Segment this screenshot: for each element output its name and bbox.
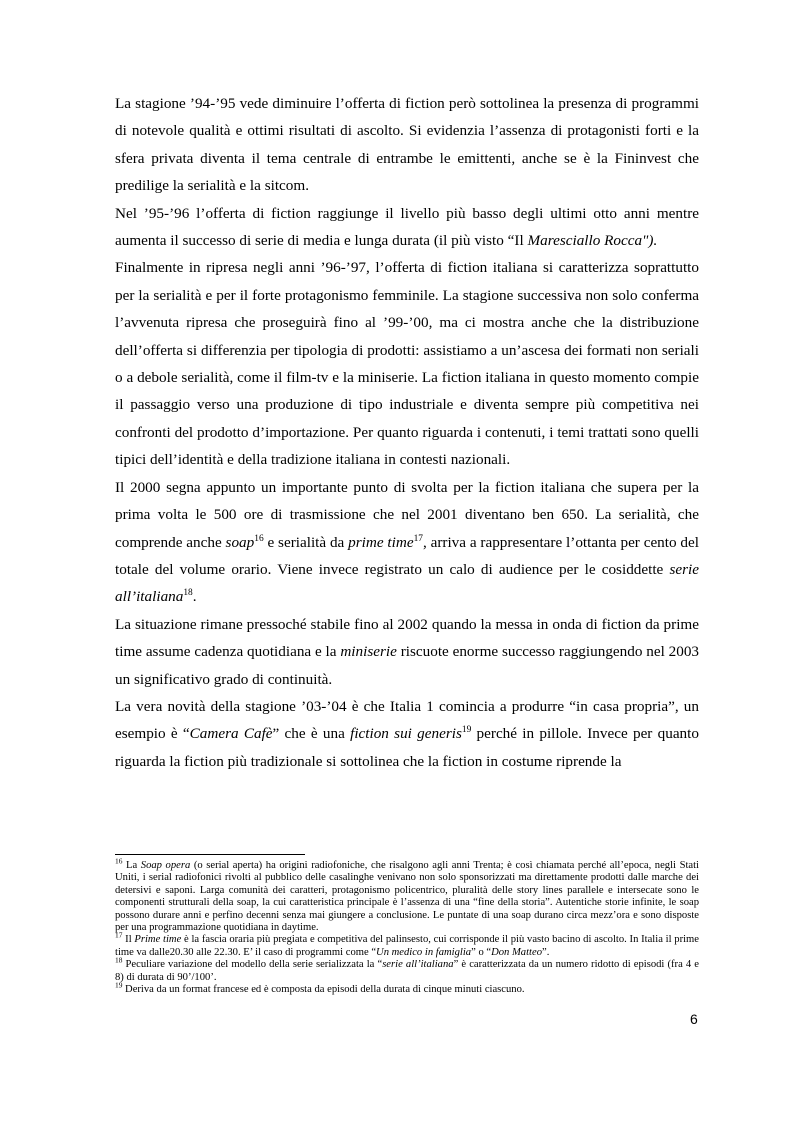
italic-text: Camera Cafè — [189, 725, 273, 743]
footnotes — [115, 856, 700, 996]
italic-text: serie all’italiana — [115, 560, 699, 606]
paragraph — [115, 254, 699, 473]
text-run: (o serial aperta) ha origini radiofoniche, che risalgono agli anni Trenta; è così chiamata perché all’epoca, negli Stati Uniti, i serial radiofonici rivolti al pubblico delle casalinghe venivano non solo sponsorizzati ma direttamente prodotti dalle marche dei detersivi e saponi. Larga comunità dei caratteri, protagonismo policentrico, pluralità delle story lines parallele e intersecate sono le componenti strutturali della soap, la cui caratteristica principale è l’assenza di una “fine della storia”. Autentiche storie infinite, le soap possono durare anni e perfino decenni senza mai giungere a conclusione. Le puntate di una soap durano circa mezz’ora e sono disposte per una programmazione quotidiana in daytime. — [115, 860, 699, 934]
footnote — [115, 856, 699, 934]
text-run: Il — [122, 934, 135, 946]
footnote-marker: 16 — [254, 533, 264, 544]
body-text — [115, 90, 699, 775]
footnote-marker: 18 — [183, 588, 193, 599]
text-run: . — [192, 588, 197, 606]
italic-text: fiction sui generis — [350, 725, 462, 743]
text-run: La stagione ’94-’95 vede diminuire l’offerta di fiction però sottolinea la presenza di programmi di notevole qualità e ottimi risultati di ascolto. Si evidenzia l’assenza di protagonisti forti e la sfera privata diventa il tema centrale di entrambe le emittenti, anche se è la Fininvest che predilige la serialità e la sitcom. — [115, 95, 699, 195]
text-run: La situazione rimane pressoché stabile fino al 2002 quando la messa in onda di fiction da prime time assume cadenza quotidiana e la — [115, 615, 699, 661]
footnote-marker: 17 — [115, 930, 123, 940]
text-run: perché in pillole. Invece per quanto riguarda la fiction più tradizionale si sottolinea che la fiction in costume riprende la — [115, 725, 699, 770]
footnote — [115, 930, 699, 959]
footnote-marker: 19 — [115, 980, 123, 990]
paragraph — [115, 90, 699, 200]
footnote-marker: 19 — [461, 725, 472, 736]
italic-text: Don Matteo — [491, 946, 542, 958]
italic-text: Prime time — [134, 934, 182, 946]
paragraph — [115, 474, 699, 611]
italic-text: Soap opera — [140, 860, 191, 871]
text-run: ” è caratterizzata da un numero ridotto di episodi (fra 4 e 8) di durata di 90’/100’. — [115, 959, 700, 983]
text-run: ” o “ — [471, 946, 492, 958]
paragraph — [115, 611, 699, 693]
text-run: ” che è una — [272, 725, 351, 743]
text-run: Finalmente in ripresa negli anni ’96-’97, l’offerta di fiction italiana si caratterizza soprattutto per la serialità e per il forte protagonismo femminile. La stagione successiva non solo conferma l’avvenuta ripresa che proseguirà fino al ’99-’00, ma ci mostra anche che la distribuzione dell’offerta si differenzia per tipologia di prodotti: assistiamo a un’ascesa dei formati non seriali o a debole serialità, come il film-tv e la miniserie. La fiction italiana in questo momento compie il passaggio verso una produzione di tipo industriale e diventa sempre più competitiva nei confronti del prodotto d’importazione. Per quanto riguarda i contenuti, i temi trattati sono quelli tipici dell’identità e della tradizione italiana in contesti nazionali. — [115, 259, 699, 469]
text-run: ”. — [542, 946, 550, 958]
footnote — [115, 955, 700, 984]
footnote-marker: 18 — [115, 955, 123, 965]
italic-text: Un medico in famiglia — [376, 946, 472, 958]
text-run: La vera novità della stagione ’03-’04 è che Italia 1 comincia a produrre “in casa propria”, un esempio è “ — [115, 697, 699, 743]
text-run: La — [122, 860, 141, 871]
footnote — [115, 980, 699, 996]
italic-text: soap — [225, 533, 255, 551]
text-run: Peculiare variazione del modello della serie serializzata la “ — [122, 959, 383, 971]
text-run: Nel ’95-’96 l’offerta di fiction raggiunge il livello più basso degli ultimi otto anni mentre aumenta il successo di serie di media e lunga durata (il più visto “Il — [115, 204, 699, 250]
text-run: e serialità da — [263, 533, 349, 551]
page-number: 6 — [690, 1011, 698, 1027]
italic-text: prime time — [348, 533, 414, 551]
italic-text: miniserie — [340, 643, 397, 661]
text-run: riscuote enorme successo raggiungendo nel 2003 un significativo grado di continuità. — [115, 643, 700, 688]
italic-text: serie all’italiana — [382, 959, 454, 971]
paragraph — [115, 693, 699, 775]
text-run: , arriva a rappresentare l’ottanta per cento del totale del volume orario. Viene invece registrato un calo di audience per le cosiddette — [115, 533, 699, 578]
footnote-marker: 17 — [413, 533, 423, 544]
text-run: Il 2000 segna appunto un importante punto di svolta per la fiction italiana che supera per la prima volta le 500 ore di trasmissione che nel 2001 diventano ben 650. La serialità, che comprende anche — [115, 478, 699, 551]
footnote-separator — [115, 854, 305, 855]
italic-text: Maresciallo Rocca"). — [527, 232, 658, 250]
paragraph — [115, 200, 699, 255]
footnote-marker: 16 — [115, 856, 123, 866]
text-run: Deriva da un format francese ed è composta da episodi della durata di cinque minuti ciascuno. — [122, 984, 525, 996]
text-run: è la fascia oraria più pregiata e competitiva del palinsesto, cui corrisponde il più vasto bacino di ascolto. In Italia il prime time va dalle20.30 alle 22.30. E’ il caso di programmi come “ — [115, 934, 699, 958]
